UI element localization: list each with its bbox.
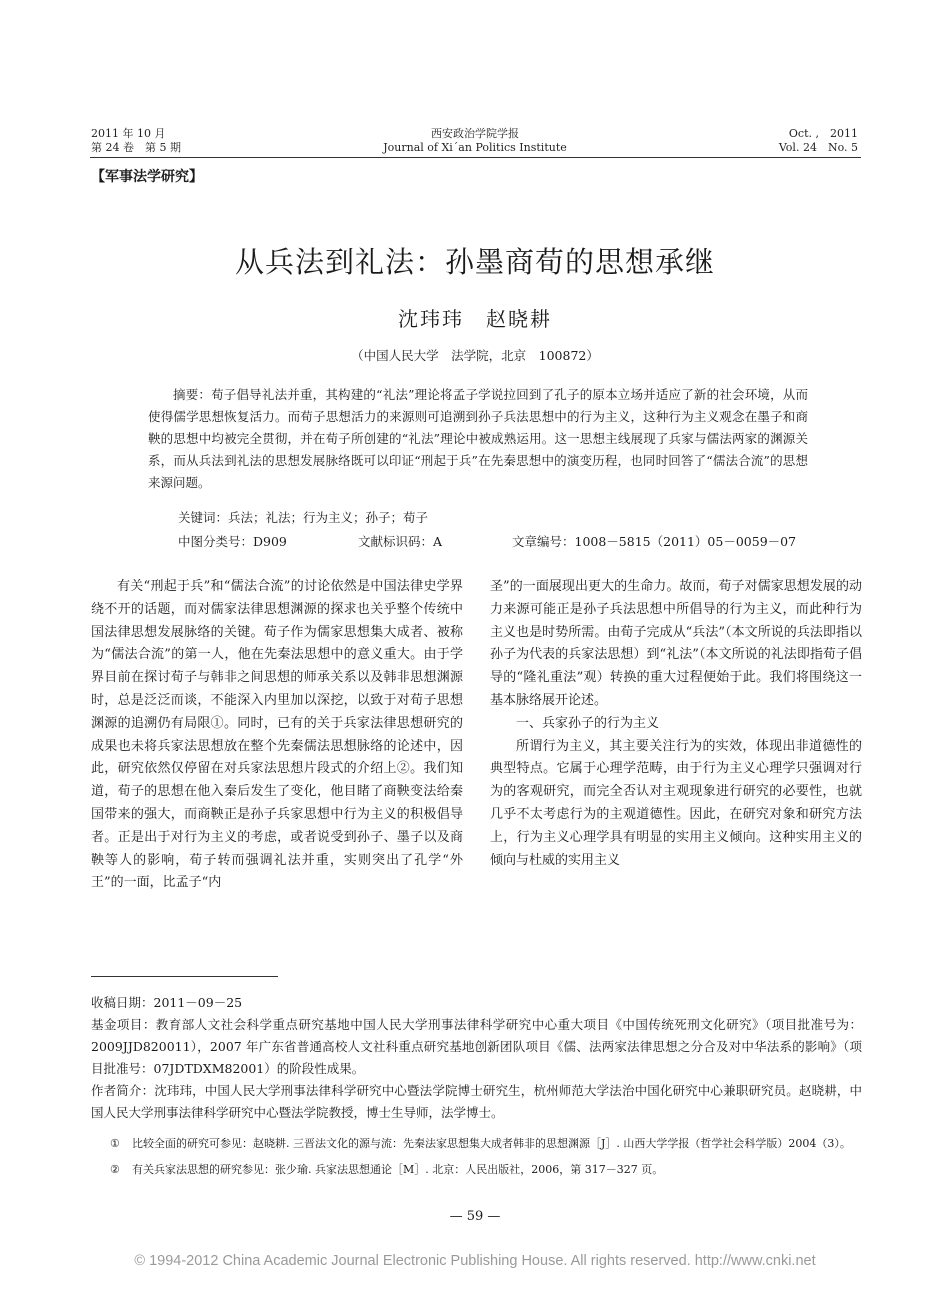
abstract: [148, 384, 808, 494]
body-paragraph: 所谓行为主义，其主要关注行为的实效，体现出非道德性的典型特点。它属于心理学范畴，由于行为主义心理学只强调对行为的客观研究，而完全否认对主观现象进行研究的必要性，也就几乎不太考虑行为的主观道德性。因此，在研究对象和研究方法上，行为主义心理学具有明显的实用主义倾向。这种实用主义的倾向与杜威的实用主义: [490, 738, 862, 868]
journal-name-en: Journal of Xi´an Politics Institute: [383, 141, 567, 154]
article-title: 从兵法到礼法：孙墨商荀的思想承继: [234, 245, 715, 279]
running-header-center: [340, 127, 610, 155]
article-authors: 沈玮玮 赵晓耕: [398, 307, 552, 331]
author-affiliation: （中国人民大学 法学院，北京 100872）: [351, 348, 599, 363]
footnote-text: 有关兵家法思想的研究参见：张少瑜. 兵家法思想通论［M］. 北京：人民出版社，2006，第 317－327 页。: [132, 1163, 664, 1176]
body-column-right: [490, 576, 862, 872]
copyright-footer: © 1994-2012 China Academic Journal Electronic Publishing House. All rights reserved. http://www.cnki.net: [134, 1253, 816, 1269]
running-header-left: [91, 127, 181, 155]
funding-note: 基金项目：教育部人文社会科学重点研究基地中国人民大学刑事法律科学研究中心重大项目《中国传统死刑文化研究》（项目批准号为：2009JJD820011），2007 年广东省普通高校人文社科重点研究基地创新团队项目《儒、法两家法律思想之分合及对中华法系的影响》（项目批准号：07JDTDXM82001）的阶段性成果。: [91, 1017, 862, 1076]
running-header-right: [779, 127, 858, 155]
body-paragraph: 圣”的一面展现出更大的生命力。故而，荀子对儒家思想发展的动力来源可能正是孙子兵法思想中所倡导的行为主义，而此种行为主义也是时势所需。由荀子完成从“兵法”（本文所说的兵法即指以孙子为代表的兵家法思想）到“礼法”（本文所说的礼法即指荀子倡导的“隆礼重法”观）转换的重大过程便始于此。我们将围绕这一基本脉络展开论述。: [490, 579, 862, 708]
header-rule: [90, 157, 861, 158]
issue-date: 2011 年 10 月: [91, 127, 166, 140]
article-number: 文章编号：1008－5815（2011）05－0059－07: [512, 534, 797, 549]
body-column-left: [91, 576, 463, 895]
keywords: 关键词：兵法；礼法；行为主义；孙子；荀子: [178, 510, 429, 525]
journal-name-cn: 西安政治学院学报: [431, 127, 519, 140]
footnote-text: 比较全面的研究可参见：赵晓耕. 三晋法文化的源与流：先秦法家思想集大成者韩非的思想渊源［J］. 山西大学学报（哲学社会科学版）2004（3）。: [132, 1137, 851, 1150]
page-number: — 59 —: [449, 1209, 501, 1224]
issue-date-en: Oct. , 2011: [788, 127, 858, 140]
section-heading: 一、兵家孙子的行为主义: [516, 715, 660, 731]
footnote: [110, 1134, 862, 1154]
footnote-mark: ①: [110, 1137, 120, 1150]
received-date: 收稿日期：2011－09－25: [91, 995, 243, 1010]
document-code: 文献标识码：A: [358, 534, 443, 549]
abstract-text: 荀子倡导礼法并重，其构建的“礼法”理论将孟子学说拉回到了孔子的原本立场并适应了新的社会环境，从而使得儒学思想恢复活力。而荀子思想活力的来源则可追溯到孙子兵法思想中的行为主义，这种行为主义观念在墨子和商鞅的思想中均被完全贯彻，并在荀子所创建的“礼法”理论中被成熟运用。这一思想主线展现了兵家与儒法两家的渊源关系，而从兵法到礼法的思想发展脉络既可以印证“刑起于兵”在先秦思想中的演变历程，也同时回答了“儒法合流”的思想来源问题。: [148, 387, 808, 490]
footnote-rule: [91, 976, 278, 977]
body-paragraph: 有关“刑起于兵”和“儒法合流”的讨论依然是中国法律史学界绕不开的话题，而对儒家法律思想渊源的探求也关乎整个传统中国法律思想发展脉络的关键。荀子作为儒家思想集大成者、被称为“儒法合流”的第一人，他在先秦法思想中的意义重大。由于学界目前在探讨荀子与韩非之间思想的师承关系以及韩非思想渊源时，总是泛泛而谈，不能深入内里加以深挖，以致于对荀子思想渊源的追溯仍有局限①。同时，已有的关于兵家法律思想研究的成果也未将兵家法思想放在整个先秦儒法思想脉络的论述中，因此，研究依然仅停留在对兵家法思想片段式的介绍上②。我们知道，荀子的思想在他入秦后发生了变化，他目睹了商鞅变法给秦国带来的强大，而商鞅正是孙子兵家思想中行为主义的积极倡导者。正是出于对行为主义的考虑，或者说受到孙子、墨子以及商鞅等人的影响，荀子转而强调礼法并重，实则突出了孔学“外王”的一面，比孟子“内: [91, 579, 463, 891]
footnote-mark: ②: [110, 1163, 120, 1176]
footnote: [110, 1160, 862, 1180]
article-notes: [91, 992, 862, 1124]
section-tag: 【军事法学研究】: [91, 169, 203, 185]
clc-number: 中图分类号：D909: [178, 534, 287, 549]
volume-issue-en: Vol. 24 No. 5: [778, 141, 858, 154]
footnotes: [110, 1134, 862, 1186]
abstract-label: 摘要：: [173, 387, 212, 402]
volume-issue: 第 24 卷 第 5 期: [91, 141, 181, 154]
author-bio: 作者简介：沈玮玮，中国人民大学刑事法律科学研究中心暨法学院博士研究生，杭州师范大学法治中国化研究中心兼职研究员。赵晓耕，中国人民大学刑事法律科学研究中心暨法学院教授，博士生导师，法学博士。: [91, 1083, 862, 1120]
